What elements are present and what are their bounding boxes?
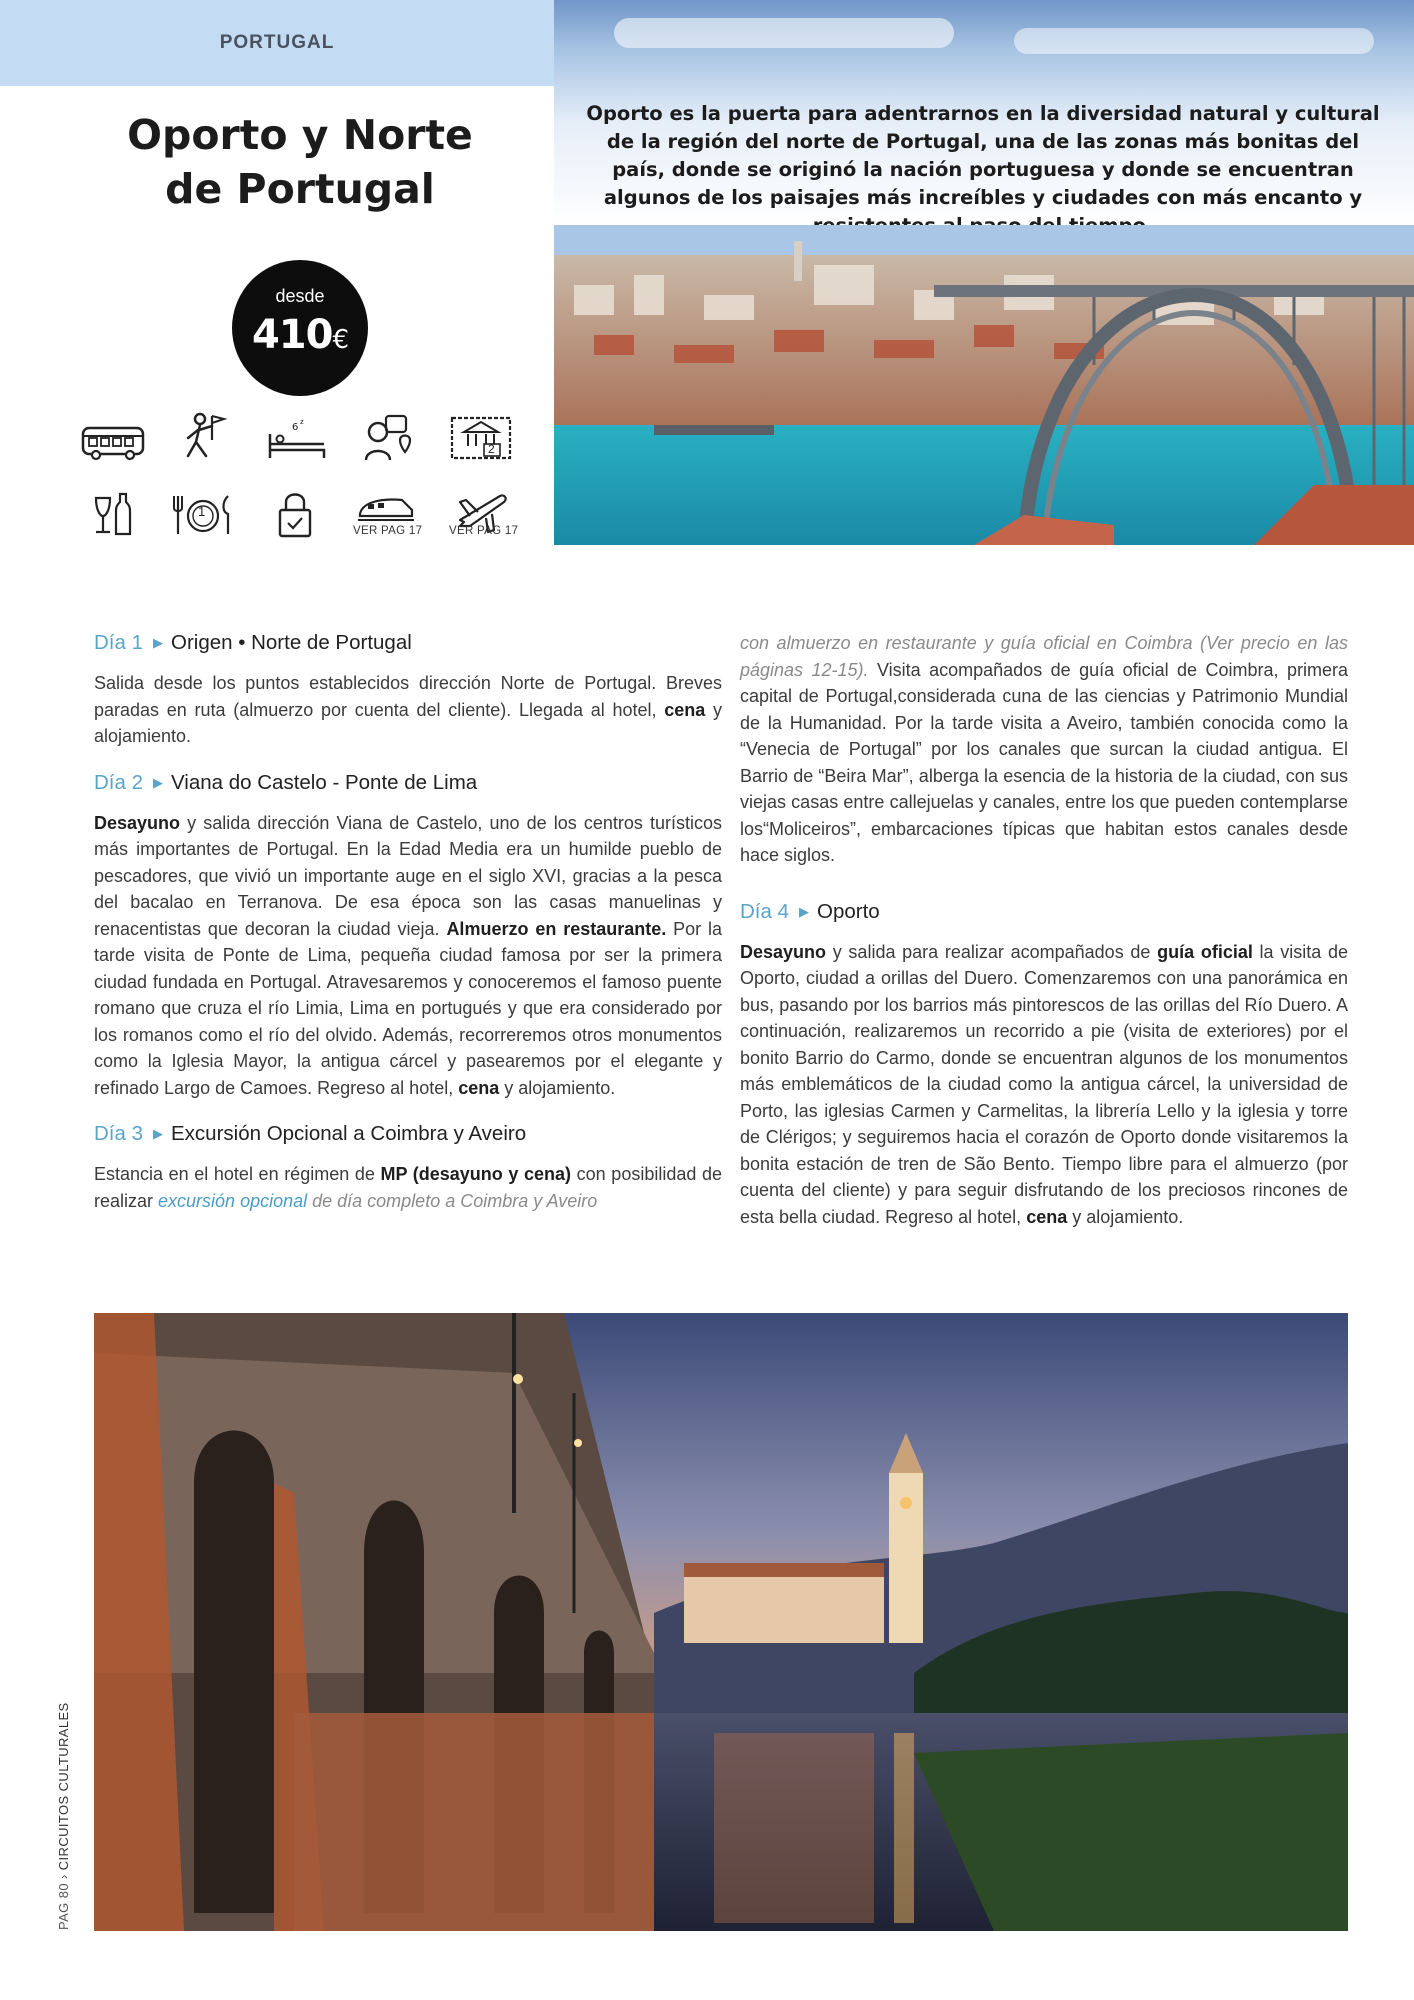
day-4-heading <box>740 899 1348 925</box>
wine-icon <box>78 490 148 546</box>
day-1-title: Origen • Norte de Portugal <box>171 631 412 654</box>
ponte-de-lima-photo <box>94 1313 1348 1931</box>
day-3-text-continued: con almuerzo en restaurante y guía oficial en Coimbra (Ver precio en las páginas 12-15). Visita acompañados de guía oficial de Coimbra, primera capital de Portugal,considerada cuna de las ciencias y Patrimonio Mundial de la Humanidad. Por la tarde visita a Aveiro, también conocida como la “Venecia de Portugal” por los canales que surcan la ciudad antigua. El Barrio de “Beira Mar”, alberga la esencia de la historia de la ciudad, con sus viejas casas entre callejuelas y canales, entre los que pueden contemplarse los“Moliceiros”, embarcaciones típicas que habitan estos canales desde hace siglos. <box>740 633 1348 865</box>
intro-text: Oporto es la puerta para adentrarnos en la diversidad natural y cultural de la región del norte de Portugal, una de las zonas más bonitas del país, donde se originó la nación portuguesa y donde se encuentran algunos de los paisajes más increíbles y ciudades con más encanto y <box>586 102 1380 209</box>
day-2-heading <box>94 770 722 796</box>
title-line-2: de Portugal <box>165 165 435 213</box>
day-3-text-start: Estancia en el hotel en régimen de MP (desayuno y cena) con posibilidad de realizar excursión opcional de día completo a Coimbra y Aveiro <box>94 1164 723 1211</box>
svg-text:6: 6 <box>292 422 299 433</box>
price-from-label: desde <box>275 286 325 306</box>
page-title <box>100 108 500 216</box>
day-3-number: Día 3 <box>94 1122 143 1145</box>
page-footer-label: PAG 80 › CIRCUITOS CULTURALES <box>56 1702 71 1930</box>
insurance-lock-icon <box>262 488 332 544</box>
day-4-text: Desayuno y salida para realizar acompañados de guía oficial la visita de Oporto, ciudad a orillas del Duero. Comenzaremos con una panorámica en bus, pasando por los barrios más pintorescos de las orillas del Río Duero. A continuación, realizaremos un recorrido a pie (visita de exteriores) por el bonito Barrio do Carmo, donde se encuentran algunos de los monumentos más emblemáticos de la ciudad como la antigua cárcel, la universidad de Porto, las iglesias Carmen y Carmelitas, la librería Lello y la iglesia y torre de Clérigos; y seguiremos hacia el corazón de Oporto donde visitaremos la bonita estación de tren de São Bento. Tiempo libre para el almuerzo (por cuenta del cliente) y para seguir disfrutando de los preciosos rincones de esta bella ciudad. Regreso al hotel, cena y alojamiento. <box>740 941 1348 1227</box>
itinerary-left-column <box>94 630 722 1234</box>
day-1-heading <box>94 630 722 656</box>
country-label: PORTUGAL <box>219 32 335 53</box>
meal-icon <box>170 490 240 546</box>
day-1-number: Día 1 <box>94 631 143 654</box>
day-2-text: Desayuno y salida dirección Viana de Castelo, uno de los centros turísticos más importantes de Portugal. En la Edad Media era un humilde pueblo de pescadores, que vivió un importante auge en el siglo XVI, gracias a la pesca del bacalao en Terranova. De esa época son las casas manuelinas y renacentistas que decoran la ciudad vieja. Almuerzo en restaurante. Por la tarde visita de Ponte de Lima, pequeña ciudad famosa por ser la primera ciudad fundada en Portugal. Atravesaremos y conoceremos el famoso puente romano que cruza el río Limia, Lima en portugués y que era considerado por los romanos como el río del olvido. Además, recorreremos otros monumentos como la Iglesia Mayor, la antigua cárcel y pasearemos por el elegante y refinado Largo de Camoes. Regreso al hotel, cena y alojamiento. <box>94 812 723 1098</box>
price-badge <box>232 260 368 396</box>
plane-see-page-caption: VER PAG 17 <box>449 525 519 537</box>
meal-count: 1 <box>198 504 206 519</box>
itinerary-right-column <box>740 630 1348 1250</box>
entrance-ticket-icon <box>446 410 516 466</box>
train-see-page-caption: VER PAG 17 <box>353 525 423 537</box>
chevron-right-icon: ▶ <box>153 1126 163 1141</box>
tour-guide-icon <box>356 410 426 466</box>
chevron-right-icon: ▶ <box>799 903 809 919</box>
day-3-heading <box>94 1121 722 1147</box>
country-header <box>0 0 554 86</box>
optional-excursion-link: excursión opcional <box>158 1190 308 1211</box>
porto-bridge-photo <box>554 225 1414 545</box>
day-3-title: Excursión Opcional a Coimbra y Aveiro <box>171 1122 527 1145</box>
title-line-1: Oporto y Norte <box>127 111 473 159</box>
ticket-count: 2 <box>488 442 495 456</box>
day-1-text: Salida desde los puntos establecidos dirección Norte de Portugal. Breves paradas en ruta (almuerzo por cuenta del cliente). Llegada al hotel, cena y alojamiento. <box>94 673 722 746</box>
svg-text:z: z <box>300 418 304 426</box>
price-amount <box>232 312 368 358</box>
day-2-number: Día 2 <box>94 770 143 794</box>
chevron-right-icon: ▶ <box>153 774 163 790</box>
bus-icon <box>78 414 148 470</box>
section-name: CIRCUITOS CULTURALES <box>56 1702 71 1871</box>
chevron-right-icon: ▶ <box>153 635 163 650</box>
day-4-number: Día 4 <box>740 899 789 923</box>
price-value: 410 <box>251 312 333 358</box>
guide-flag-icon <box>170 410 240 466</box>
day-4-title: Oporto <box>817 899 880 923</box>
price-currency: € <box>332 325 349 355</box>
page-number: PAG 80 <box>56 1883 71 1930</box>
day-2-title: Viana do Castelo - Ponte de Lima <box>171 770 478 794</box>
hotel-bed-icon <box>262 414 332 470</box>
